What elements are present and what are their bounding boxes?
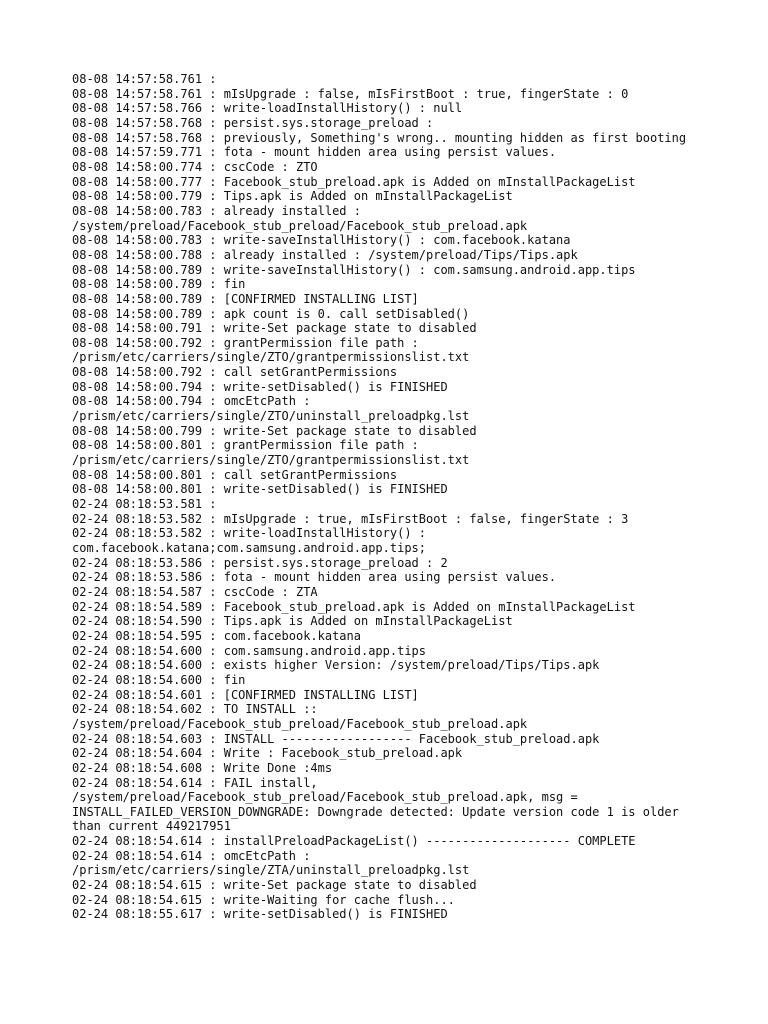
log-line: 02-24 08:18:54.615 : write-Set package state to disabled	[72, 878, 477, 893]
log-line: 02-24 08:18:53.586 : persist.sys.storage_preload : 2	[72, 555, 448, 570]
log-line: 08-08 14:57:58.768 : previously, Something's wrong.. mounting hidden as first booting	[72, 130, 687, 145]
log-line: 08-08 14:58:00.801 : call setGrantPermissions	[72, 467, 398, 482]
log-line: 02-24 08:18:54.590 : Tips.apk is Added on mInstallPackageList	[72, 614, 513, 629]
log-line: 08-08 14:57:58.761 :	[72, 72, 217, 86]
log-line: 02-24 08:18:54.615 : write-Waiting for cache flush...	[72, 892, 455, 907]
log-line: 08-08 14:58:00.783 : write-saveInstallHistory() : com.facebook.katana	[72, 233, 571, 248]
log-line: 02-24 08:18:55.617 : write-setDisabled() is FINISHED	[72, 907, 448, 922]
log-line: 08-08 14:58:00.799 : write-Set package state to disabled	[72, 423, 477, 438]
log-line: 02-24 08:18:54.600 : fin	[72, 672, 246, 687]
log-line: 08-08 14:58:00.788 : already installed : /system/preload/Tips/Tips.apk	[72, 247, 578, 262]
log-line: 08-08 14:58:00.789 : [CONFIRMED INSTALLING LIST]	[72, 291, 419, 306]
log-document	[72, 72, 692, 922]
log-line: 02-24 08:18:53.586 : fota - mount hidden area using persist values.	[72, 570, 557, 585]
log-line: 02-24 08:18:53.581 :	[72, 497, 217, 512]
log-line: 02-24 08:18:54.603 : INSTALL ------------------ Facebook_stub_preload.apk	[72, 731, 600, 746]
log-line: 08-08 14:57:59.771 : fota - mount hidden area using persist values.	[72, 145, 557, 160]
log-line: 08-08 14:58:00.789 : fin	[72, 277, 246, 292]
log-line: 08-08 14:58:00.779 : Tips.apk is Added on mInstallPackageList	[72, 189, 513, 204]
log-line: 02-24 08:18:54.602 : TO INSTALL :: /system/preload/Facebook_stub_preload/Facebook_stub_preload.apk	[72, 702, 528, 731]
log-line: 02-24 08:18:54.601 : [CONFIRMED INSTALLING LIST]	[72, 687, 419, 702]
log-line: 02-24 08:18:54.600 : com.samsung.android.app.tips	[72, 643, 427, 658]
log-line: 08-08 14:58:00.774 : cscCode : ZTO	[72, 159, 318, 174]
log-line: 08-08 14:58:00.791 : write-Set package state to disabled	[72, 321, 477, 336]
log-line: 08-08 14:57:58.768 : persist.sys.storage_preload :	[72, 115, 434, 130]
log-line: 02-24 08:18:54.614 : FAIL install, /system/preload/Facebook_stub_preload/Facebook_stub_preload.apk, msg = INSTALL_FAILED_VERSION_DOWNGRADE: Downgrade detected: Update version code 1 is older than current 449217951	[72, 775, 687, 834]
log-line: 08-08 14:58:00.789 : apk count is 0. call setDisabled()	[72, 306, 470, 321]
log-line: 08-08 14:58:00.789 : write-saveInstallHistory() : com.samsung.android.app.tips	[72, 262, 636, 277]
log-line: 02-24 08:18:54.595 : com.facebook.katana	[72, 628, 361, 643]
log-line: 08-08 14:58:00.794 : omcEtcPath : /prism/etc/carriers/single/ZTO/uninstall_preloadpkg.lst	[72, 394, 470, 424]
log-line: 02-24 08:18:54.589 : Facebook_stub_preload.apk is Added on mInstallPackageList	[72, 599, 636, 614]
log-line: 02-24 08:18:54.600 : exists higher Version: /system/preload/Tips/Tips.apk	[72, 658, 600, 673]
log-line: 08-08 14:58:00.801 : grantPermission file path : /prism/etc/carriers/single/ZTO/grantpermissionslist.txt	[72, 438, 470, 468]
log-line: 02-24 08:18:54.604 : Write : Facebook_stub_preload.apk	[72, 746, 463, 761]
log-line: 02-24 08:18:53.582 : write-loadInstallHistory() : com.facebook.katana;com.samsung.android.app.tips;	[72, 526, 434, 555]
log-line: 08-08 14:57:58.761 : mIsUpgrade : false, mIsFirstBoot : true, fingerState : 0	[72, 86, 629, 101]
log-line: 08-08 14:58:00.783 : already installed : /system/preload/Facebook_stub_preload/Facebook_stub_preload.apk	[72, 203, 528, 233]
log-line: 08-08 14:58:00.801 : write-setDisabled() is FINISHED	[72, 482, 448, 497]
log-line: 08-08 14:58:00.792 : call setGrantPermissions	[72, 365, 398, 380]
log-line: 02-24 08:18:54.587 : cscCode : ZTA	[72, 584, 318, 599]
log-line: 02-24 08:18:54.614 : installPreloadPackageList() -------------------- COMPLETE	[72, 834, 636, 849]
log-line: 02-24 08:18:54.608 : Write Done :4ms	[72, 760, 333, 775]
log-line: 08-08 14:57:58.766 : write-loadInstallHistory() : null	[72, 101, 463, 116]
log-line: 08-08 14:58:00.794 : write-setDisabled() is FINISHED	[72, 379, 448, 394]
log-line: 02-24 08:18:54.614 : omcEtcPath : /prism/etc/carriers/single/ZTA/uninstall_preloadpkg.lst	[72, 848, 470, 878]
log-line: 08-08 14:58:00.792 : grantPermission file path : /prism/etc/carriers/single/ZTO/grantpermissionslist.txt	[72, 335, 470, 365]
log-line: 08-08 14:58:00.777 : Facebook_stub_preload.apk is Added on mInstallPackageList	[72, 174, 636, 189]
log-line: 02-24 08:18:53.582 : mIsUpgrade : true, mIsFirstBoot : false, fingerState : 3	[72, 511, 629, 526]
